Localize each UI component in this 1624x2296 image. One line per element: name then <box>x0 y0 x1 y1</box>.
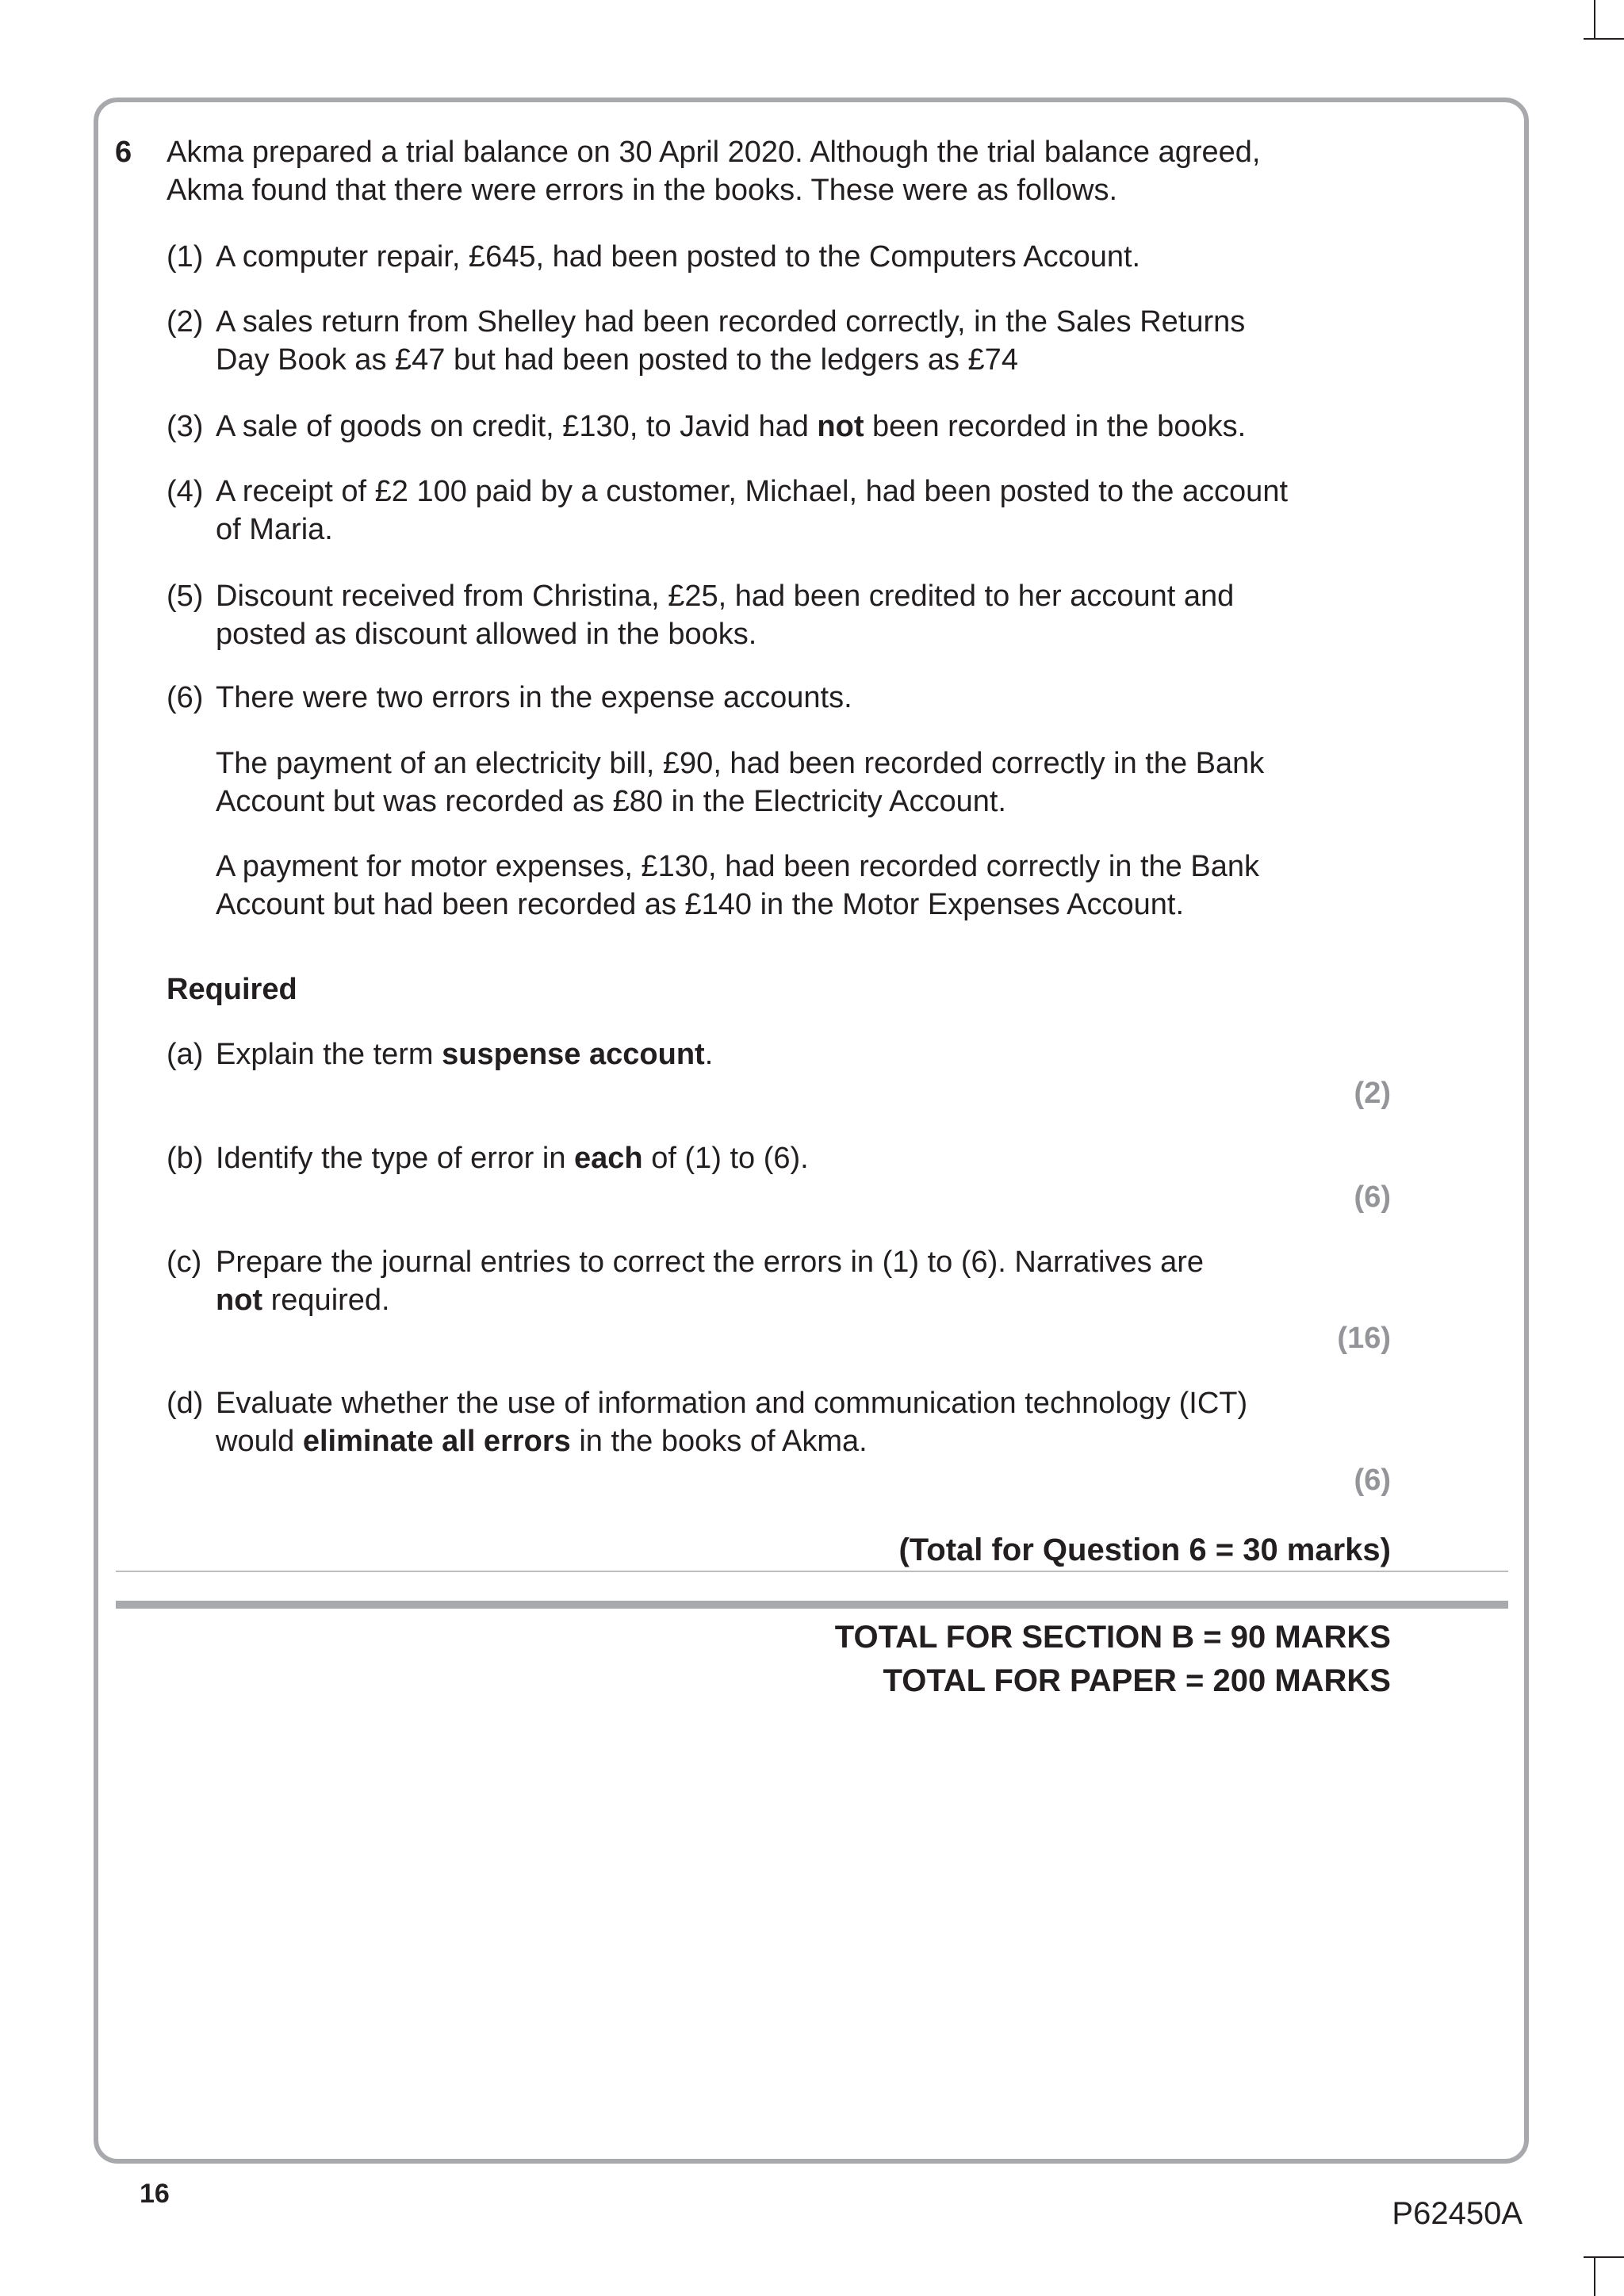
intro-line-2: Akma found that there were errors in the books. These were as follows. <box>167 174 1118 207</box>
marks: (6) <box>1354 1181 1391 1214</box>
error-line: Discount received from Christina, £25, had been credited to her account and <box>216 580 1235 613</box>
part-text <box>216 1139 809 1177</box>
page-number: 16 <box>140 2179 170 2209</box>
part-label: (c) <box>167 1246 202 1279</box>
part-line <box>216 1422 1247 1460</box>
part-line <box>216 1281 1204 1319</box>
error-label: (6) <box>167 681 204 714</box>
error-line: A sales return from Shelley had been recorded correctly, in the Sales Returns <box>216 305 1246 339</box>
part-line: Evaluate whether the use of information and communication technology (ICT) <box>216 1387 1248 1420</box>
error-line: Day Book as £47 but had been posted to the ledgers as £74 <box>216 343 1018 377</box>
error-label: (1) <box>167 240 204 274</box>
error-text: There were two errors in the expense accounts. <box>216 681 852 714</box>
part-text <box>216 1384 1247 1460</box>
marks: (2) <box>1354 1077 1391 1110</box>
part-text <box>216 1243 1204 1319</box>
error-label: (3) <box>167 410 204 443</box>
marks: (6) <box>1354 1464 1391 1497</box>
question-intro <box>167 133 1261 209</box>
section-total: TOTAL FOR SECTION B = 90 MARKS <box>834 1620 1391 1655</box>
part-text-part: . <box>704 1038 714 1071</box>
error-text <box>216 473 1288 549</box>
error-line: A payment for motor expenses, £130, had been recorded correctly in the Bank <box>216 850 1259 883</box>
crop-mark <box>1584 2256 1624 2258</box>
question-total: (Total for Question 6 = 30 marks) <box>898 1533 1391 1567</box>
part-line: Prepare the journal entries to correct the errors in (1) to (6). Narratives are <box>216 1246 1205 1279</box>
divider <box>116 1571 1508 1572</box>
crop-mark <box>1584 38 1624 40</box>
paper-code: P62450A <box>1392 2196 1522 2231</box>
error-line: posted as discount allowed in the books. <box>216 618 757 651</box>
error-text <box>216 408 1246 446</box>
intro-line-1: Akma prepared a trial balance on 30 April 2020. Although the trial balance agreed, <box>167 136 1261 169</box>
emphasis: eliminate all errors <box>302 1425 571 1458</box>
emphasis: not <box>817 410 864 443</box>
error-line: Account but was recorded as £80 in the Electricity Account. <box>216 785 1006 818</box>
error-text-part: been recorded in the books. <box>864 410 1247 443</box>
part-label: (b) <box>167 1142 204 1175</box>
error-paragraph <box>216 744 1264 821</box>
error-text <box>216 577 1234 653</box>
marks: (16) <box>1337 1322 1391 1355</box>
part-text <box>216 1035 713 1073</box>
crop-mark <box>1594 0 1595 40</box>
error-text-part: A sale of goods on credit, £130, to Javid had <box>216 410 818 443</box>
part-text-part: would <box>216 1425 303 1458</box>
part-label: (d) <box>167 1387 204 1420</box>
paper-total: TOTAL FOR PAPER = 200 MARKS <box>883 1663 1391 1698</box>
question-number: 6 <box>115 136 132 169</box>
error-text <box>216 303 1245 379</box>
part-text-part: Identify the type of error in <box>216 1142 575 1175</box>
emphasis: not <box>216 1284 263 1317</box>
emphasis: suspense account <box>442 1038 705 1071</box>
error-line: of Maria. <box>216 513 333 546</box>
part-text-part: Explain the term <box>216 1038 442 1071</box>
divider <box>116 1601 1508 1609</box>
part-text-part: required. <box>262 1284 390 1317</box>
error-paragraph <box>216 848 1259 924</box>
error-line: The payment of an electricity bill, £90, had been recorded correctly in the Bank <box>216 747 1265 780</box>
error-line: A receipt of £2 100 paid by a customer, Michael, had been posted to the account <box>216 475 1289 508</box>
error-line: Account but had been recorded as £140 in the Motor Expenses Account. <box>216 888 1185 921</box>
error-label: (2) <box>167 305 204 339</box>
part-text-part: in the books of Akma. <box>570 1425 868 1458</box>
error-label: (5) <box>167 580 204 613</box>
error-text: A computer repair, £645, had been posted to the Computers Account. <box>216 240 1141 274</box>
required-heading: Required <box>167 973 297 1006</box>
emphasis: each <box>574 1142 643 1175</box>
part-label: (a) <box>167 1038 204 1071</box>
crop-mark <box>1594 2256 1595 2296</box>
error-label: (4) <box>167 475 204 508</box>
part-text-part: of (1) to (6). <box>642 1142 809 1175</box>
